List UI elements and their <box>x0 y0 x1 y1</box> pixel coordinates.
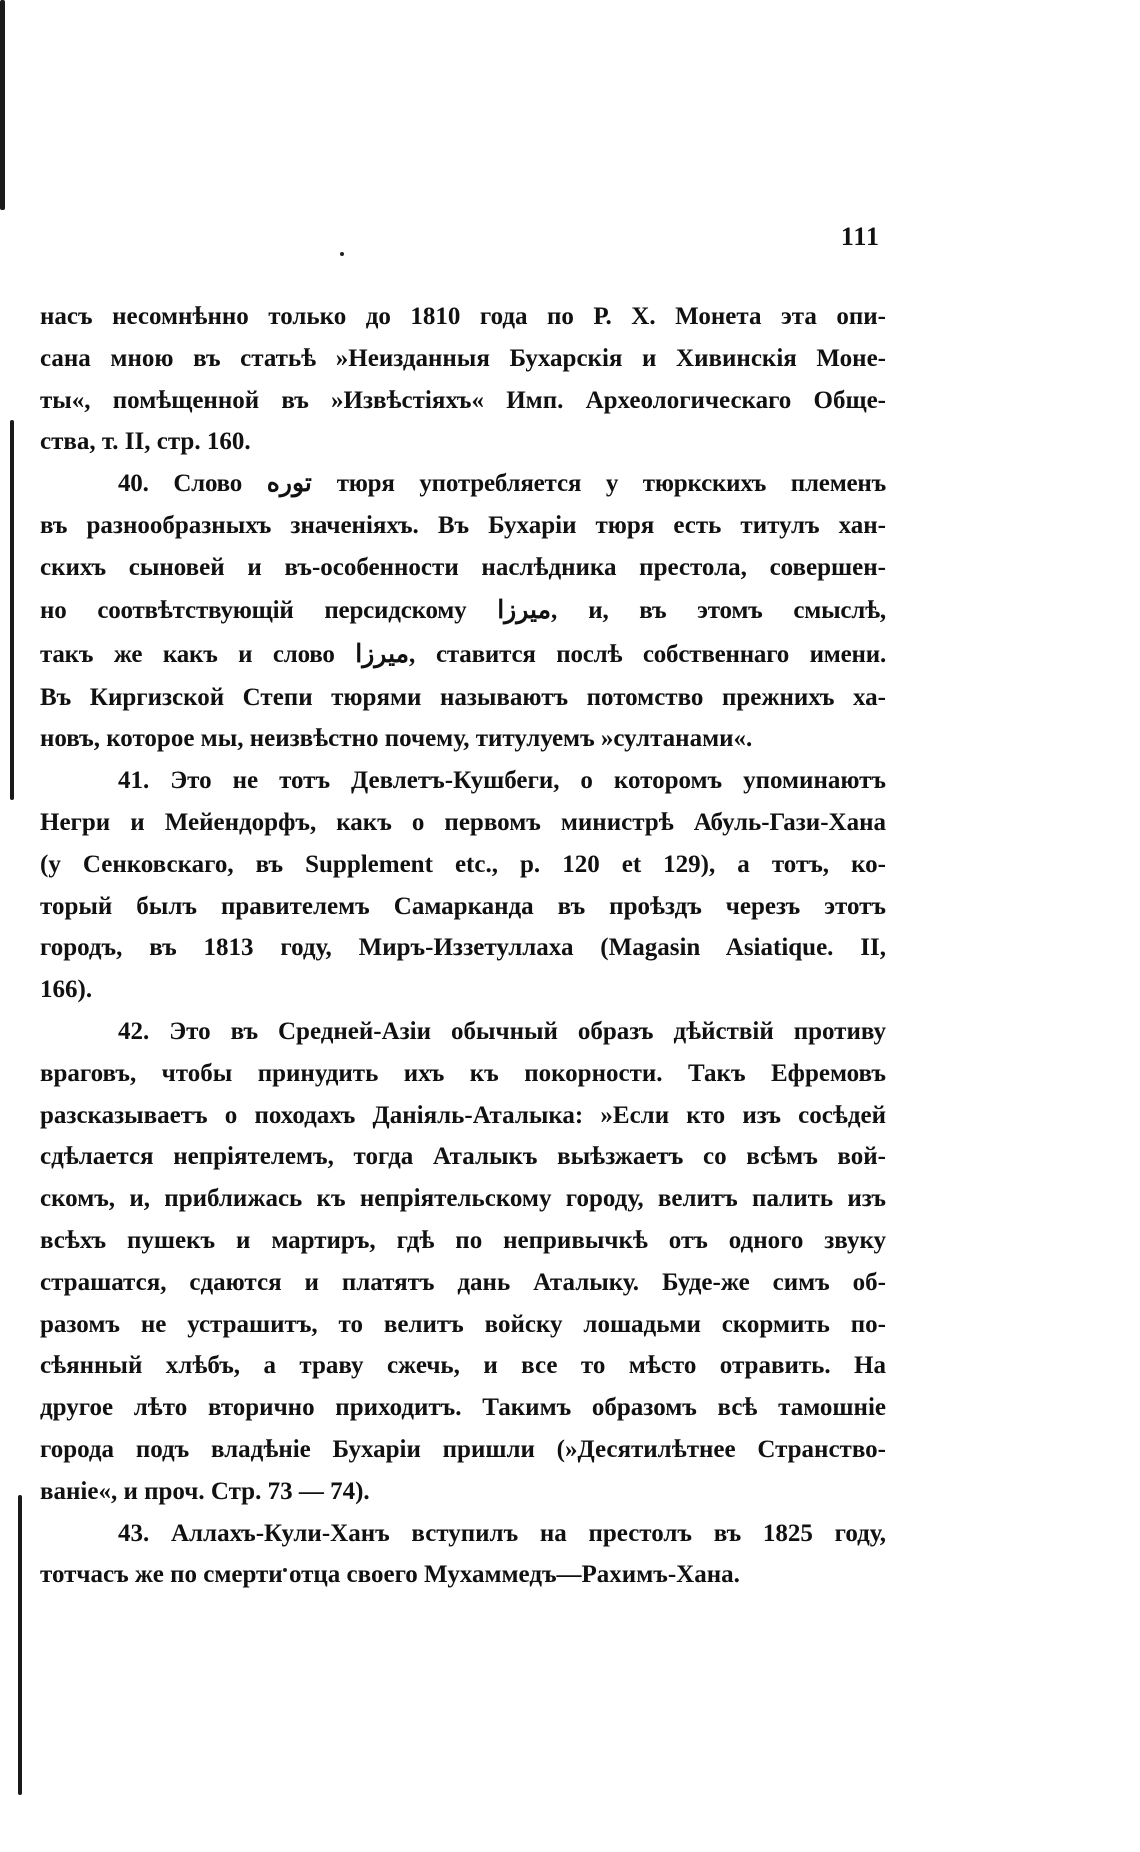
text-line: враговъ, чтобы принудить ихъ къ покорности. Такъ Ефремовъ <box>40 1059 886 1087</box>
text-line: тотчасъ же по смерти отца своего Мухаммедъ—Рахимъ-Хана. <box>40 1561 740 1589</box>
text-line: скомъ, и, приближась къ непріятельскому городу, велитъ палить изъ <box>40 1185 886 1213</box>
text-line: сѣянный хлѣбъ, а траву сжечь, и все то мѣсто отравить. На <box>40 1352 886 1380</box>
scan-speck <box>340 252 344 256</box>
note-42-start: 42. Это въ Средней-Азіи обычный образъ дѣйствій противу <box>118 1017 886 1045</box>
text-line: ства, т. II, стр. 160. <box>40 428 251 456</box>
text-line: сана мною въ статьѣ »Неизданныя Бухарскія и Хивинскія Моне- <box>40 344 886 372</box>
text-line: но соотвѣтствующій персидскому میرزا, и, въ этомъ смыслѣ, <box>40 596 886 624</box>
text-line: въ разнообразныхъ значеніяхъ. Въ Бухаріи тюря есть титулъ хан- <box>40 511 886 539</box>
text-line: скихъ сыновей и въ-особенности наслѣдника престола, совершен- <box>40 553 886 581</box>
text-line: разомъ не устрашитъ, то велитъ войску лошадьми скормить по- <box>40 1310 886 1338</box>
text-line: всѣхъ пушекъ и мартиръ, гдѣ по непривычкѣ отъ одного звуку <box>40 1226 886 1254</box>
page-number: 111 <box>840 222 880 251</box>
note-41-start: 41. Это не тотъ Девлетъ-Кушбеги, о которомъ упоминаютъ <box>118 767 886 795</box>
text-line: (у Сенковскаго, въ Supplement etc., p. 120 et 129), а тотъ, ко- <box>40 850 886 878</box>
text-line: новъ, которое мы, неизвѣстно почему, титулуемъ »султанами«. <box>40 725 753 753</box>
text-line: Въ Киргизской Степи тюрями называютъ потомство прежнихъ ха- <box>40 683 886 711</box>
text-line: городъ, въ 1813 году, Миръ-Иззетуллаха (Magasin Asiatique. II, <box>40 934 886 962</box>
body-text <box>40 296 886 1596</box>
text-line: такъ же какъ и слово میرزا, ставится послѣ собственнаго имени. <box>40 640 886 668</box>
text-line: Негри и Мейендорфъ, какъ о первомъ министрѣ Абуль-Гази-Хана <box>40 808 886 836</box>
text-line: разсказываетъ о походахъ Даніяль-Аталыка: »Если кто изъ сосѣдей <box>40 1101 886 1129</box>
text-line: насъ несомнѣнно только до 1810 года по Р. Х. Монета эта опи- <box>40 303 886 330</box>
scan-edge-artifact <box>18 1495 22 1795</box>
scan-edge-artifact <box>0 0 5 210</box>
text-line: 166). <box>40 976 93 1004</box>
text-line: ваніе«, и проч. Стр. 73 — 74). <box>40 1477 370 1505</box>
note-43-start: 43. Аллахъ-Кули-Ханъ вступилъ на престолъ въ 1825 году, <box>118 1519 886 1547</box>
scan-edge-artifact <box>10 420 14 800</box>
text-line: страшатся, сдаются и платятъ дань Аталыку. Буде-же симъ об- <box>40 1268 886 1296</box>
note-40-start: 40. Слово توره тюря употребляется у тюркскихъ племенъ <box>118 470 886 498</box>
text-line: сдѣлается непріятелемъ, тогда Аталыкъ выѣзжаетъ со всѣмъ вой- <box>40 1143 886 1171</box>
text-line: ты«, помѣщенной въ »Извѣстіяхъ« Имп. Археологическаго Обще- <box>40 386 886 414</box>
text-line: торый былъ правителемъ Самарканда въ проѣздъ черезъ этотъ <box>40 892 886 920</box>
text-line: города подъ владѣніе Бухаріи пришли (»Десятилѣтнее Странство- <box>40 1435 886 1463</box>
text-line: другое лѣто вторично приходитъ. Такимъ образомъ всѣ тамошніе <box>40 1394 886 1422</box>
